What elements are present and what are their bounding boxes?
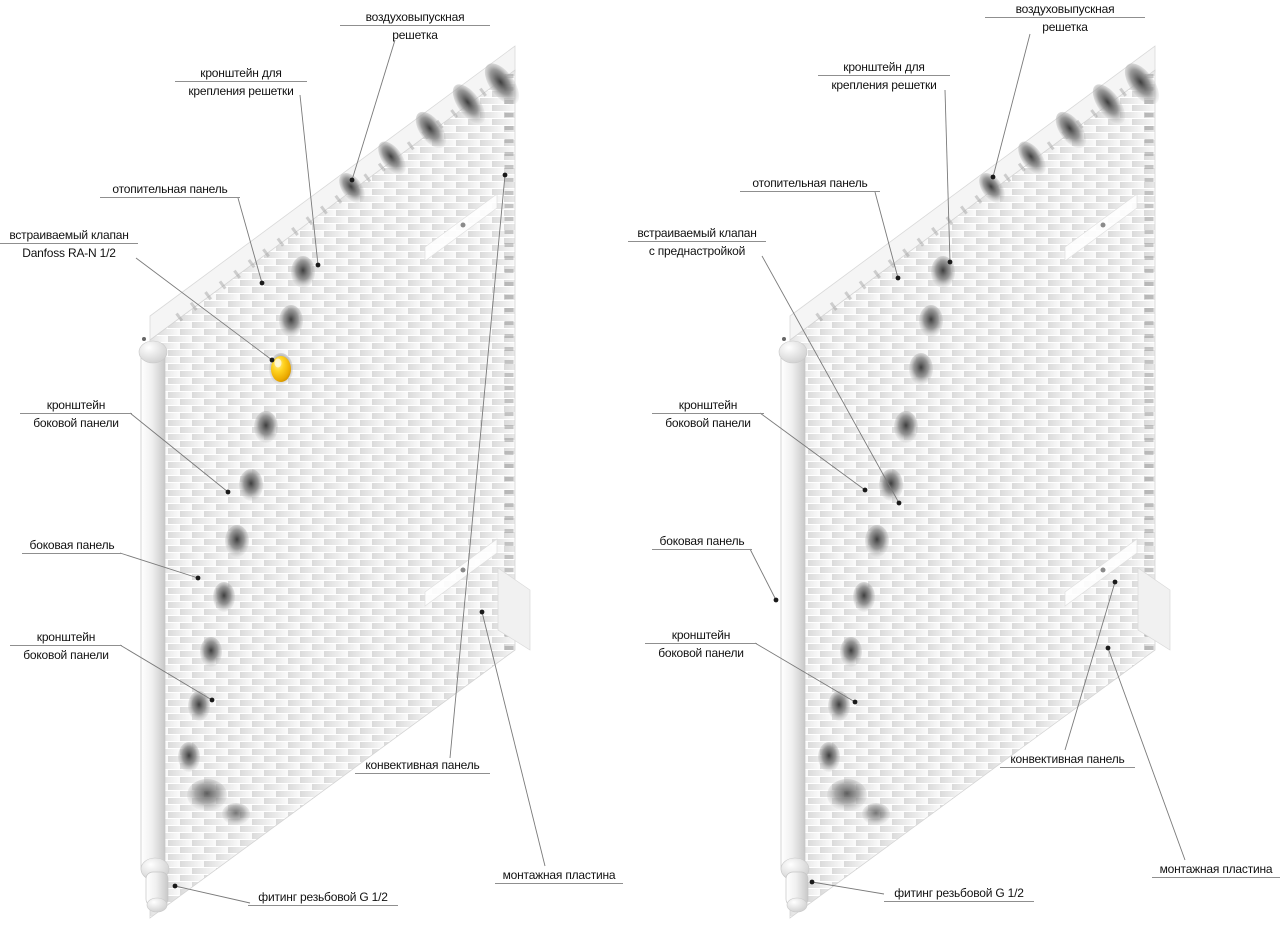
label-side-panel-left <box>22 538 122 554</box>
label-line: решетка <box>392 28 438 42</box>
label-line: воздуховыпускная <box>340 10 490 26</box>
label-line: встраиваемый клапан <box>0 228 138 244</box>
label-line: Danfoss RA-N 1/2 <box>22 246 116 260</box>
label-line: крепления решетки <box>831 78 937 92</box>
label-line: кронштейн <box>652 398 764 414</box>
radiator-left-illustration <box>139 46 530 918</box>
label-line: боковая панель <box>652 534 752 550</box>
label-line: конвективная панель <box>355 758 490 774</box>
label-heating-panel-left <box>100 182 240 198</box>
label-side-panel-bracket-top-right <box>652 398 764 430</box>
label-line: кронштейн <box>20 398 132 414</box>
label-line: отопительная панель <box>100 182 240 198</box>
label-line: боковой панели <box>665 416 751 430</box>
label-line: кронштейн <box>645 628 757 644</box>
label-mounting-plate-left <box>495 868 623 884</box>
label-line: боковой панели <box>23 648 109 662</box>
label-convective-panel-right <box>1000 752 1135 768</box>
label-built-in-valve-right <box>628 226 766 258</box>
label-line: с преднастройкой <box>648 244 746 258</box>
label-threaded-fitting-right <box>884 886 1034 902</box>
label-line: конвективная панель <box>1000 752 1135 768</box>
label-mounting-plate-right <box>1152 862 1280 878</box>
label-line: боковой панели <box>658 646 744 660</box>
label-air-grille-right <box>985 2 1145 34</box>
label-side-panel-bracket-top-left <box>20 398 132 430</box>
label-side-panel-bracket-bottom-left <box>10 630 122 662</box>
label-line: боковой панели <box>33 416 119 430</box>
label-line: фитинг резьбовой G 1/2 <box>884 886 1034 902</box>
label-line: встраиваемый клапан <box>628 226 766 242</box>
label-grille-bracket-right <box>818 60 950 92</box>
label-line: монтажная пластина <box>1152 862 1280 878</box>
label-line: кронштейн для <box>175 66 307 82</box>
label-line: решетка <box>1042 20 1088 34</box>
label-line: монтажная пластина <box>495 868 623 884</box>
label-side-panel-bracket-bottom-right <box>645 628 757 660</box>
label-line: боковая панель <box>22 538 122 554</box>
label-line: крепления решетки <box>188 84 294 98</box>
label-line: фитинг резьбовой G 1/2 <box>248 890 398 906</box>
label-heating-panel-right <box>740 176 880 192</box>
label-built-in-valve-left <box>0 228 138 260</box>
label-line: кронштейн для <box>818 60 950 76</box>
label-grille-bracket-left <box>175 66 307 98</box>
label-air-grille-left <box>340 10 490 42</box>
label-line: кронштейн <box>10 630 122 646</box>
label-line: отопительная панель <box>740 176 880 192</box>
label-line: воздуховыпускная <box>985 2 1145 18</box>
label-threaded-fitting-left <box>248 890 398 906</box>
label-side-panel-right <box>652 534 752 550</box>
label-convective-panel-left <box>355 758 490 774</box>
